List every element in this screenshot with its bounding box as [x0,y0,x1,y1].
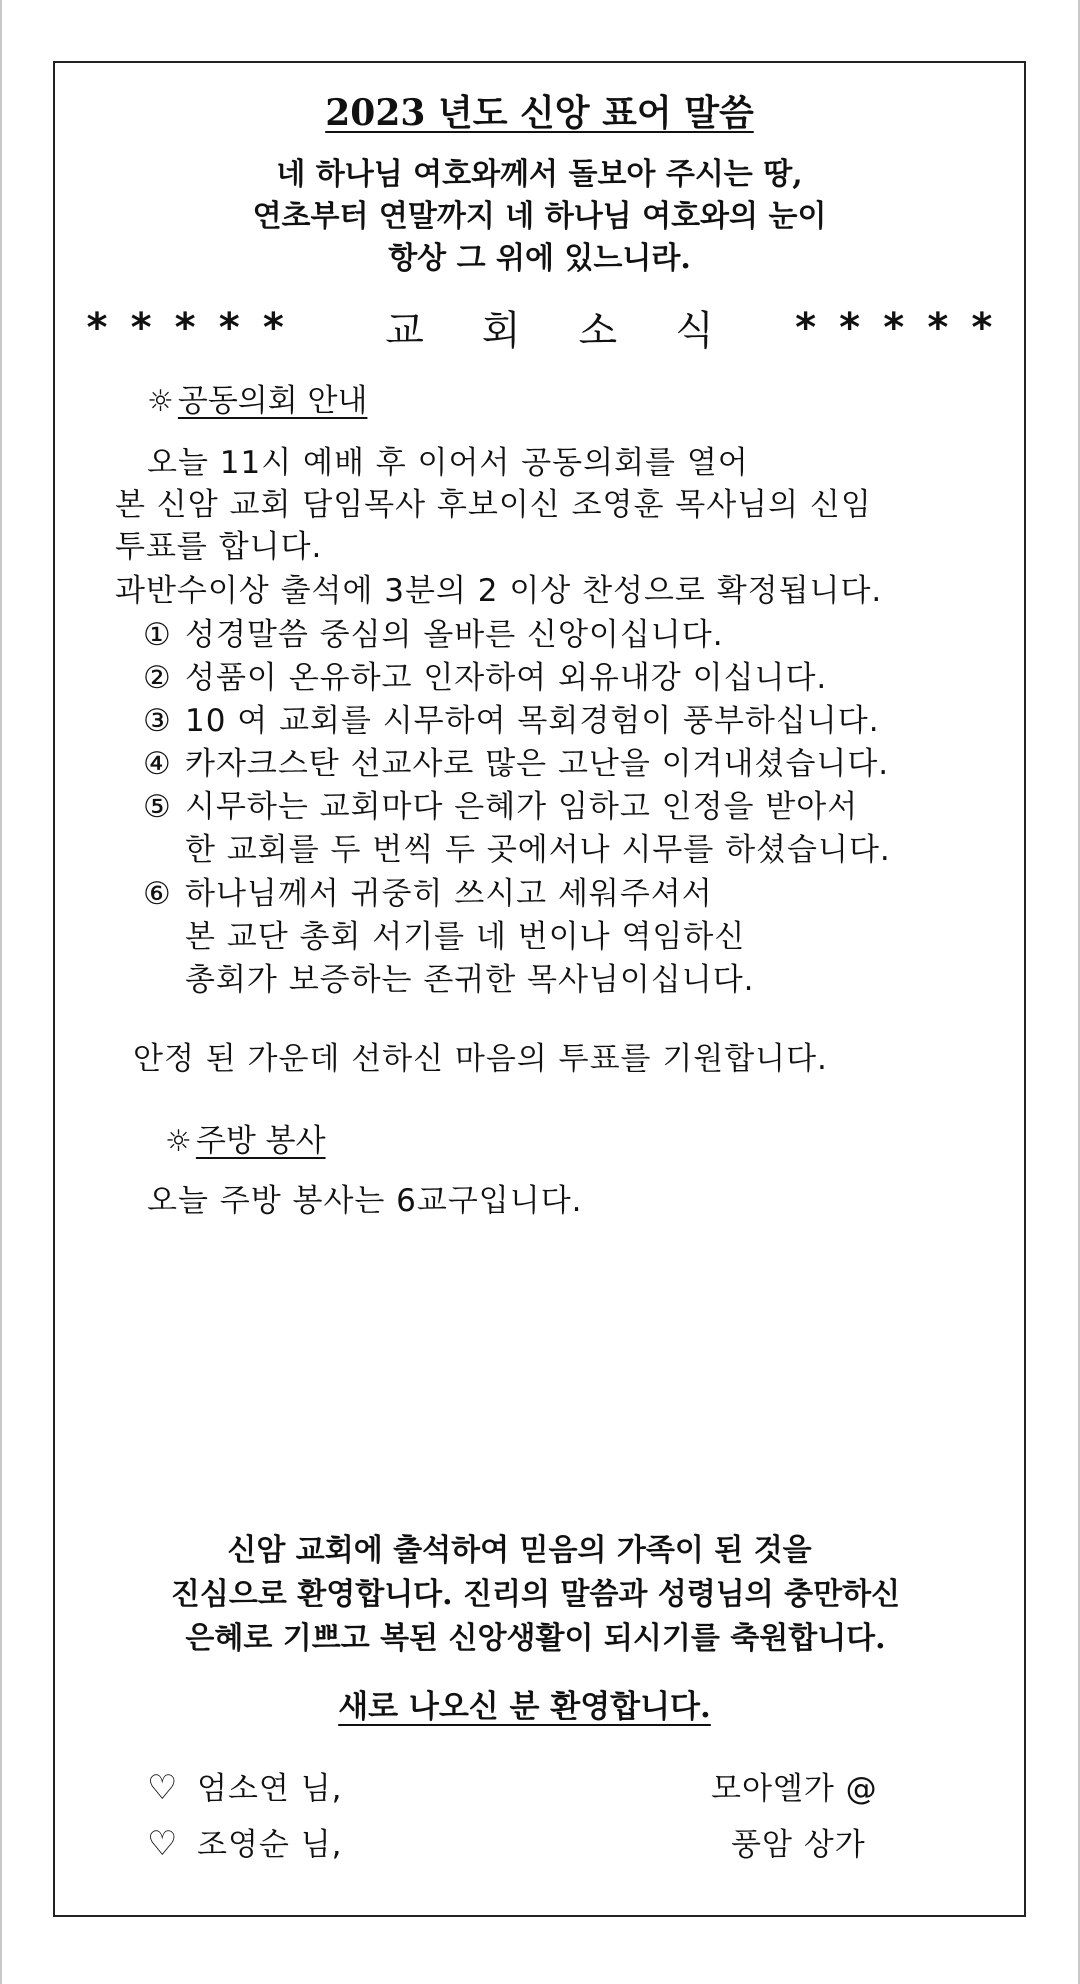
motto-verse-line-3: 항상 그 위에 있느니라. [388,241,691,276]
list-item: ⑥ 하나님께서 귀중히 쓰시고 세워주셔서 [143,876,713,912]
list-item-continued: 한 교회를 두 번씩 두 곳에서나 시무를 하셨습니다. [185,832,891,868]
stars-right: ***** [793,304,1014,351]
meeting-text-line-2: 본 신암 교회 담임목사 후보이신 조영훈 목사님의 신임 [115,487,872,523]
member-location: 모아엘가 @ [711,1771,878,1807]
member-name: 조영순 님, [197,1827,343,1863]
church-news-header [85,299,1014,356]
member-location: 풍암 상가 [731,1827,866,1863]
welcome-line-1: 신암 교회에 출석하여 믿음의 가족이 된 것을 [227,1533,812,1568]
member-name: 엄소연 님, [197,1771,343,1807]
sun-icon: ☼ [165,1124,192,1159]
list-item-continued: 총회가 보증하는 존귀한 목사님이십니다. [185,962,755,998]
list-item: ③ 10 여 교회를 시무하여 목회경험이 풍부하십니다. [143,703,880,739]
motto-verse-line-1: 네 하나님 여호와께서 돌보아 주시는 땅, [276,157,803,192]
meeting-heading: 공동의회 안내 [177,383,368,419]
member-row [147,1819,343,1864]
kitchen-heading-row [165,1115,326,1160]
kitchen-heading: 주방 봉사 [195,1123,326,1159]
list-item: ② 성품이 온유하고 인자하여 외유내강 이십니다. [143,660,828,696]
list-item-continued: 본 교단 총회 서기를 네 번이나 역임하신 [185,919,746,955]
welcome-line-3: 은혜로 기쁘고 복된 신앙생활이 되시기를 축원합니다. [185,1621,886,1656]
church-news-title: 교회소식 [385,308,772,354]
meeting-text-line-3: 투표를 합니다. [115,529,323,565]
meeting-closing: 안정 된 가운데 선하신 마음의 투표를 기원합니다. [133,1041,828,1077]
motto-title: 2023 년도 신앙 표어 말씀 [325,92,754,134]
stars-left: ***** [85,304,306,351]
heart-icon: ♡ [147,1824,179,1864]
heart-icon: ♡ [147,1768,179,1808]
kitchen-text: 오늘 주방 봉사는 6교구입니다. [147,1183,583,1219]
list-item: ④ 카자크스탄 선교사로 많은 고난을 이겨내셨습니다. [143,746,890,782]
list-item: ① 성경말씀 중심의 올바른 신앙이십니다. [143,617,724,653]
welcome-line-2: 진심으로 환영합니다. 진리의 말씀과 성령님의 충만하신 [170,1577,901,1612]
meeting-text-line-4: 과반수이상 출석에 3분의 2 이상 찬성으로 확정됩니다. [115,573,883,609]
welcome-title: 새로 나오신 분 환영합니다. [338,1689,711,1725]
motto-verse-line-2: 연초부터 연말까지 네 하나님 여호와의 눈이 [252,199,827,234]
bulletin-frame [53,61,1026,1917]
sun-icon: ☼ [147,384,174,419]
meeting-heading-row [147,375,367,420]
page-edge-left [0,0,2,1984]
list-item: ⑤ 시무하는 교회마다 은혜가 임하고 인정을 받아서 [143,789,859,825]
member-row [147,1763,343,1808]
meeting-text-line-1: 오늘 11시 예배 후 이어서 공동의회를 열어 [147,445,749,481]
